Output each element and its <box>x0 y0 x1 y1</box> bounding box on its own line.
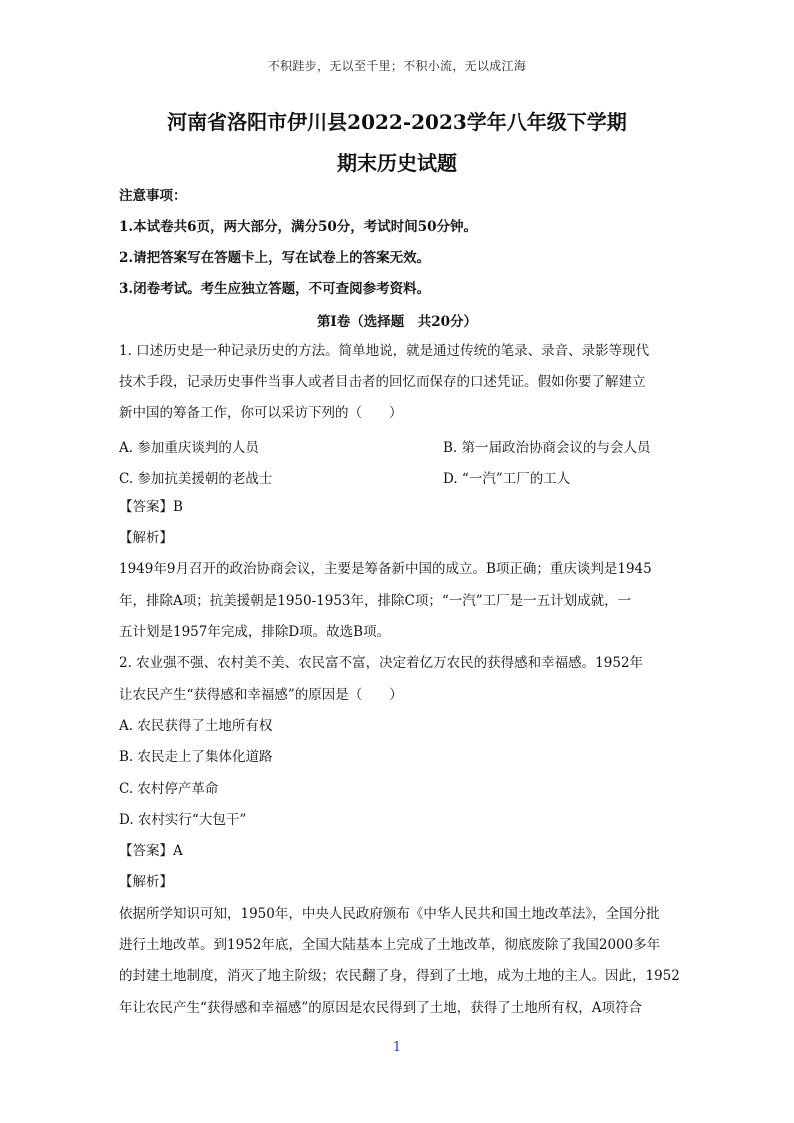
q1-option-d: D. “一汽”工厂的工人 <box>443 471 571 487</box>
q2-analysis: 年让农民产生“获得感和幸福感”的原因是农民得到了土地，获得了土地所有权，A项符合 <box>119 1000 643 1016</box>
question-1-text: 新中国的筹备工作，你可以采访下列的（ ） <box>119 405 403 421</box>
page-title: 河南省洛阳市伊川县2022-2023学年八年级下学期 <box>167 110 627 134</box>
question-2-text: 2. 农业强不强、农村美不美、农民富不富，决定着亿万农民的获得感和幸福感。1952年 <box>119 655 644 671</box>
notice-heading: 注意事项： <box>119 188 187 204</box>
section-heading: 第Ⅰ卷（选择题 共20分） <box>316 314 478 330</box>
q1-option-c: C. 参加抗美援朝的老战士 <box>119 471 273 487</box>
q1-analysis: 年，排除A项；抗美援朝是1950-1953年，排除C项；“一汽”工厂是一五计划成就，一 <box>119 593 632 609</box>
q1-analysis: 1949年9月召开的政治协商会议，主要是筹备新中国的成立。B项正确；重庆谈判是1945 <box>119 561 652 577</box>
q2-option-d: D. 农村实行“大包干” <box>119 812 247 828</box>
notice-item: 3.闭卷考试。考生应独立答题，不可查阅参考资料。 <box>119 281 431 297</box>
page-header: 不积跬步，无以至千里；不积小流，无以成江海 <box>267 59 527 73</box>
q1-answer: 【答案】B <box>119 499 183 515</box>
page-subtitle: 期末历史试题 <box>337 151 457 175</box>
q1-analysis-label: 【解析】 <box>119 530 173 546</box>
q2-analysis: 的封建土地制度，消灭了地主阶级；农民翻了身，得到了土地，成为土地的主人。因此，1952 <box>119 968 680 984</box>
q2-analysis: 进行土地改革。到1952年底，全国大陆基本上完成了土地改革，彻底废除了我国2000多年 <box>119 937 661 953</box>
page-number: 1 <box>392 1040 402 1055</box>
notice-item: 2.请把答案写在答题卡上，写在试卷上的答案无效。 <box>119 250 431 266</box>
q1-option-b: B. 第一届政治协商会议的与会人员 <box>443 440 651 456</box>
q2-option-a: A. 农民获得了土地所有权 <box>119 718 273 734</box>
q1-option-a: A. 参加重庆谈判的人员 <box>119 440 259 456</box>
q1-analysis: 五计划是1957年完成，排除D项。故选B项。 <box>119 624 391 640</box>
q2-analysis-label: 【解析】 <box>119 874 173 890</box>
question-1-text: 技术手段，记录历史事件当事人或者目击者的回忆而保存的口述凭证。假如你要了解建立 <box>119 374 646 390</box>
question-1-text: 1. 口述历史是一种记录历史的方法。简单地说，就是通过传统的笔录、录音、录影等现代 <box>119 343 650 359</box>
q2-analysis: 依据所学知识可知，1950年，中央人民政府颁布《中华人民共和国土地改革法》，全国分批 <box>119 906 660 922</box>
notice-item: 1.本试卷共6页，两大部分，满分50分，考试时间50分钟。 <box>119 219 478 235</box>
question-2-text: 让农民产生“获得感和幸福感”的原因是（ ） <box>119 687 403 703</box>
q2-option-b: B. 农民走上了集体化道路 <box>119 749 273 765</box>
q2-answer: 【答案】A <box>119 843 183 859</box>
q2-option-c: C. 农村停产革命 <box>119 781 219 797</box>
